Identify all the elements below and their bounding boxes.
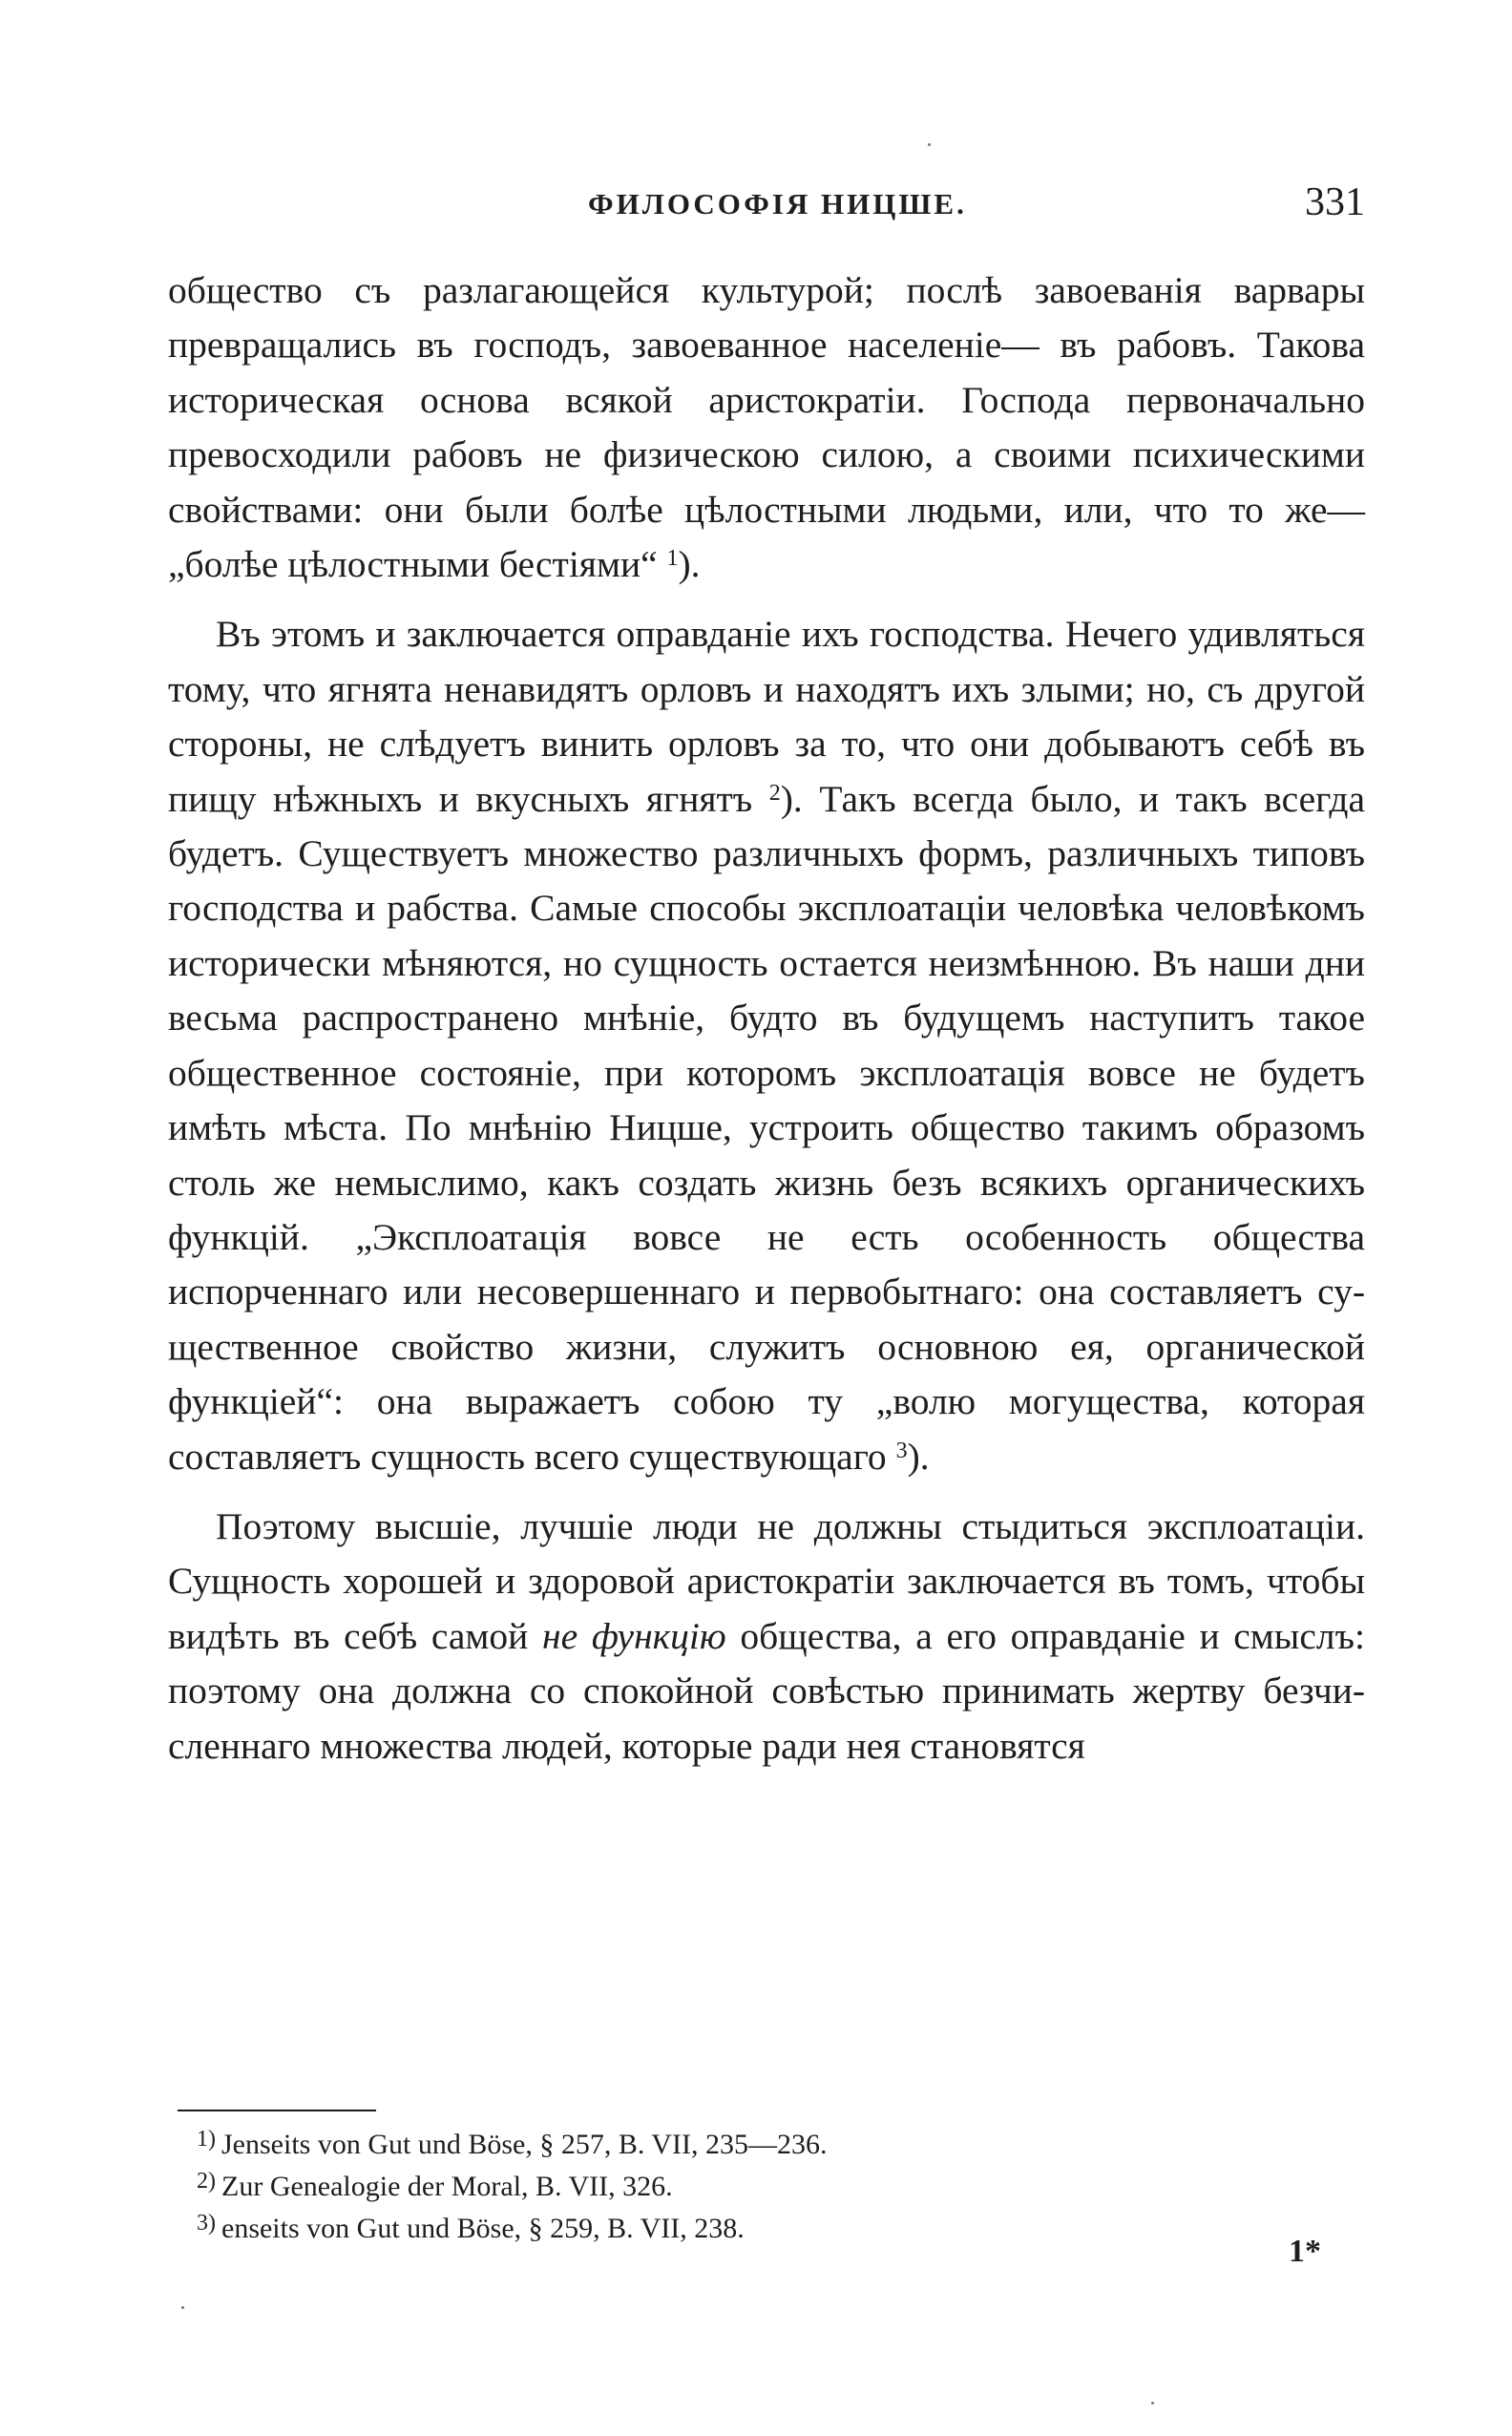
footnote [197,2205,1247,2247]
emphasis-text: не функцію [542,1614,726,1657]
footnote-ref: 2 [768,780,781,806]
paper-speck [928,143,931,146]
running-head [168,178,1365,235]
paragraph-text: Поэтому высшіе, лучшіе люди не должны стыдиться эксплоатаціи. Сущность хорошей и здоровой аристократіи заключается въ томъ, чтобы видѣть въ себѣ самой [168,1504,1365,1657]
page-number: 331 [1305,180,1365,224]
footnote [197,2163,1247,2205]
printer-signature-mark: 1* [1289,2234,1321,2269]
footnote-ref: 1 [666,546,679,572]
footnote-mark: 1) [197,2127,216,2152]
footnote-divider [178,2110,376,2111]
paragraph-continued [168,263,1365,592]
footnote-mark: 2) [197,2169,216,2194]
footnote-mark: 3) [197,2211,216,2236]
paragraph-text: Въ этомъ и заключается оправданіе ихъ господства. Нечего удивляться тому, что ягнята ненавидятъ орловъ и находятъ ихъ злыми; но, съ другой стороны, не слѣдуетъ винить орловъ за то, что они добываютъ себѣ въ пищу нѣжныхъ и вкусныхъ ягнятъ [168,613,1365,820]
footnote-text: enseits von Gut und Böse, § 259, B. VII, 238. [221,2213,745,2244]
paper-speck [181,2306,184,2309]
body-text [168,263,1365,1774]
running-title: ФИЛОСОФІЯ НИЦШЕ. [588,187,967,220]
paragraph-text: ). Такъ всегда было, и такъ всегда будетъ. Существуетъ множество различныхъ формъ, различныхъ типовъ господства и рабства. Самые способы эксплоатаціи человѣка человѣкомъ исторически мѣняются, но сущность остается неизмѣнною. Въ наши дни весьма распространено мнѣніе, будто въ будущемъ наступитъ такое общественное состояніе, при которомъ эксплоатація вовсе не будетъ имѣть мѣста. По мнѣнію Ницше, устроить общество такимъ образомъ столь же немыслимо, какъ создать жизнь безъ всякихъ органическихъ функцій. „Эксплоатація вовсе не есть особенность общества испорченнаго или несовершеннаго и первобытнаго: она составляетъ существенное свойство жизни, служитъ основною ея, органической функціей“: она выражаетъ собою ту „волю могущества, которая составляетъ сущность всего существующаго [168,777,1365,1478]
footnote-text: Jenseits von Gut und Böse, § 257, B. VII, 235—236. [221,2129,828,2160]
footnote [197,2121,1247,2163]
paper-speck [1151,2402,1154,2404]
paragraph [168,1500,1365,1774]
paragraph-text: общества, а его оправданіе и смыслъ: поэтому она должна со спокойной совѣстью принимать жертву безчисленнаго множества людей, которые ради нея становятся [168,1614,1365,1767]
paragraph-text: ). [907,1435,930,1478]
paragraph [168,607,1365,1484]
footnotes [197,2121,1247,2247]
paragraph-text: ). [678,543,701,586]
paragraph-text: общество съ разлагающейся культурой; послѣ завоеванія варвары превращались въ господъ, завоеванное населеніе— въ рабовъ. Такова историческая основа всякой аристократіи. Господа первоначально превосходили рабовъ не физическою силою, а своими психическими свойствами: они были болѣе цѣлостными людьми, или, что то же—„болѣе цѣлостными бестіями“ [168,269,1365,586]
footnote-text: Zur Genealogie der Moral, B. VII, 326. [221,2171,673,2202]
footnote-ref: 3 [895,1438,908,1463]
